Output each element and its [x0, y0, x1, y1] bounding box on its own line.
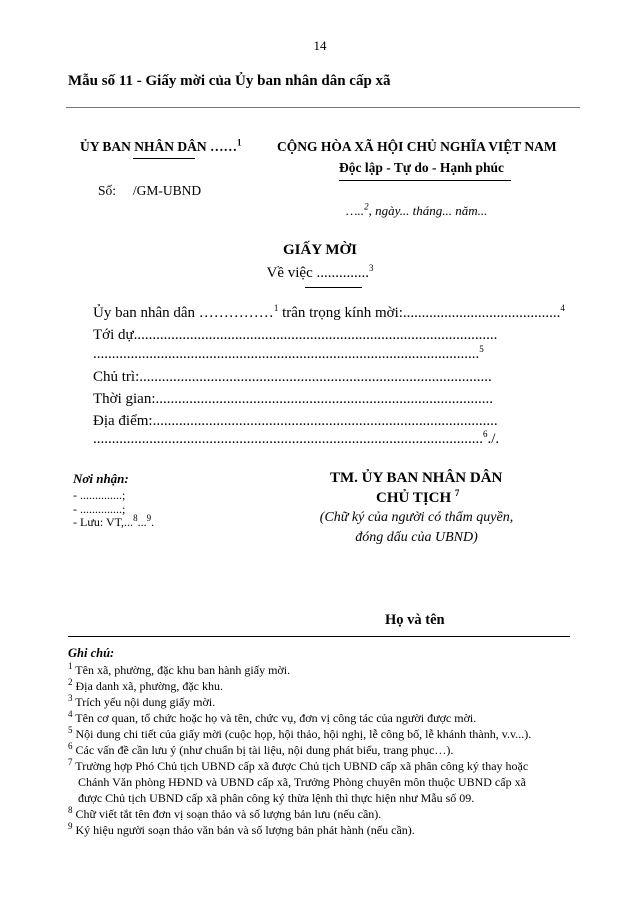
signature-note: đóng dấu của UBND) — [355, 530, 478, 545]
footnote: $^4$ Tên cơ quan, tổ chức hoặc họ và tên, chức vụ, đơn vị công tác của người được mời. — [68, 709, 477, 725]
footnote: $^5$ Nội dung chi tiết của giấy mời (cuộc họp, hội thảo, hội nghị, lễ công bố, lễ khánh thành, v.v...). — [68, 725, 532, 741]
footnote: $^3$ Trích yếu nội dung giấy mời. — [68, 693, 216, 709]
divider — [339, 180, 511, 181]
signer-name: Họ và tên — [385, 612, 445, 628]
motto: Độc lập - Tự do - Hạnh phúc — [339, 160, 505, 175]
divider — [305, 287, 362, 288]
chair-line: Chủ trì:.............................................................................................. — [93, 369, 492, 385]
divider — [68, 636, 570, 637]
signature-position: CHỦ TỊCH $^7$ — [376, 488, 460, 506]
event-detail-line: .......................................................................................................$^5$ — [93, 344, 484, 362]
footnote: $^1$ Tên xã, phường, đặc khu ban hành giấy mời. — [68, 661, 291, 677]
time-line: Thời gian:.......................................................................................... — [93, 391, 494, 407]
notes-line: ........................................................................................................$^6$./. — [93, 429, 500, 447]
date-line: …..$^2$, ngày... tháng... năm... — [346, 201, 488, 218]
document-title: GIẤY MỜI — [282, 242, 358, 258]
invitation-line: Ủy ban nhân dân ……………$^1$ trân trọng kính mời:..........................................$^4$ — [93, 303, 565, 321]
subject-line: Về việc ..............$^3$ — [266, 263, 374, 281]
recipient-item: - ..............; — [73, 502, 126, 516]
signature-title: TM. ỦY BAN NHÂN DÂN — [330, 470, 503, 486]
page-number: 14 — [313, 38, 327, 53]
notes-title: Ghi chú: — [68, 646, 115, 660]
location-line: Địa điểm:............................................................................................ — [93, 413, 498, 429]
form-title: Mẫu số 11 - Giấy mời của Ủy ban nhân dân cấp xã — [68, 73, 391, 89]
event-line: Tới dự................................................................................................. — [93, 327, 498, 343]
footnote: $^2$ Địa danh xã, phường, đặc khu. — [68, 677, 223, 693]
footnote: $^7$ Trường hợp Phó Chủ tịch UBND cấp xã được Chủ tịch UBND cấp xã phân công ký thay hoặc Chánh Văn phòng HĐND và UBND cấp xã, Trưởng Phòng chuyên môn thuộc UBND cấp xã được Chủ tịch UBND cấp xã phân công ký thừa lệnh thì thực hiện như Mẫu số 09. — [68, 757, 529, 805]
recipient-storage: - Lưu: VT,...$^8$...$^9$. — [73, 513, 155, 529]
nation-title: CỘNG HÒA XÃ HỘI CHỦ NGHĨA VIỆT NAM — [277, 139, 557, 154]
issuing-organization: ỦY BAN NHÂN DÂN ……$^1$ — [80, 137, 242, 154]
footnote: $^9$ Ký hiệu người soạn thảo văn bản và số lượng bản phát hành (nếu cần). — [68, 821, 415, 837]
divider — [133, 158, 195, 159]
footnote: $^6$ Các vấn đề cần lưu ý (như chuẩn bị tài liệu, nội dung phát biểu, trang phục…). — [68, 741, 454, 757]
divider — [66, 107, 580, 108]
footnote: $^8$ Chữ viết tắt tên đơn vị soạn thảo và số lượng bản lưu (nếu cần). — [68, 805, 382, 821]
recipients-title: Nơi nhận: — [73, 471, 129, 486]
signature-note: (Chữ ký của người có thẩm quyền, — [319, 510, 514, 525]
recipient-item: - ..............; — [73, 488, 126, 502]
document-number: Số: /GM-UBND — [98, 183, 202, 198]
